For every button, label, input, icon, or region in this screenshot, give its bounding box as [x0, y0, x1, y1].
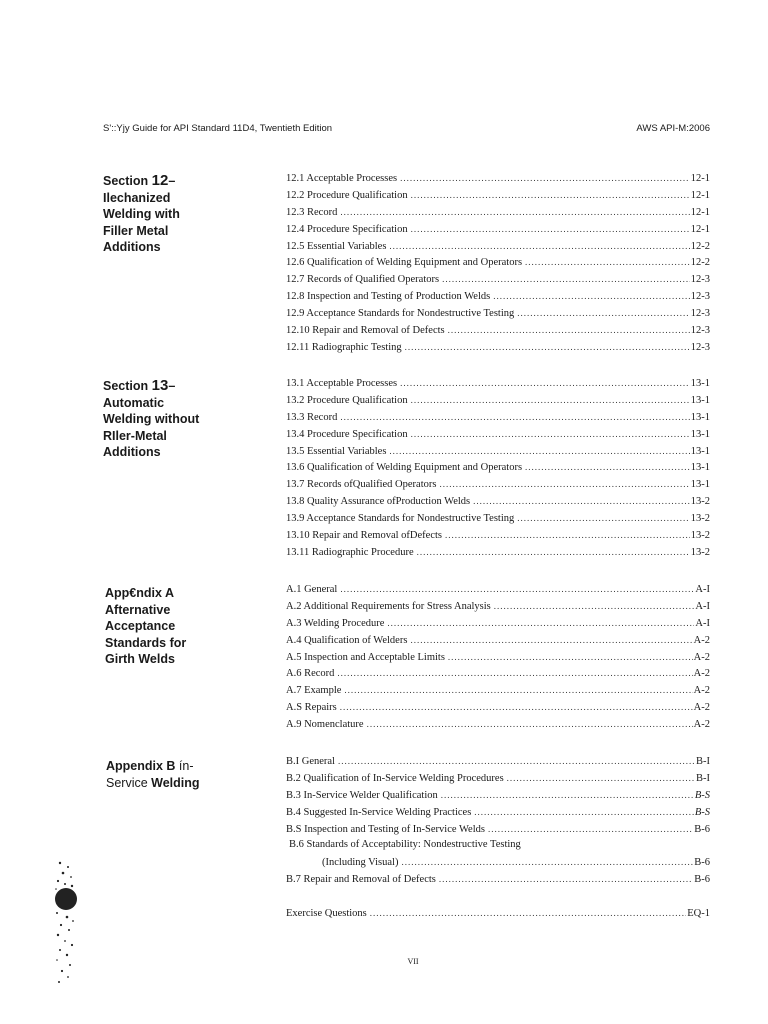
toc-entry[interactable]: 12.4 Procedure Specification ..... 12-1: [286, 221, 710, 238]
dot-leader: [389, 238, 689, 255]
dot-leader: [525, 459, 690, 476]
toc-entry[interactable]: A.2 Additional Requirements for Stress Analysis ..... A-I: [286, 598, 710, 615]
toc-entry[interactable]: 12.11 Radiographic Testing ..... 12-3: [286, 339, 710, 356]
appendix-b-contents: [286, 753, 710, 888]
dot-leader: [448, 322, 690, 339]
toc-entry[interactable]: 13.4 Procedure Specification ..... 13-1: [286, 426, 710, 443]
dot-leader: [417, 544, 690, 561]
toc-entry[interactable]: 12.6 Qualification of Welding Equipment and Operators ..... 12-2: [286, 254, 710, 271]
running-header: [103, 123, 710, 134]
toc-entry[interactable]: 12.7 Records of Qualified Operators ..... 12-3: [286, 271, 710, 288]
dot-leader: [448, 649, 693, 666]
dot-leader: [525, 254, 690, 271]
toc-entry[interactable]: 13.9 Acceptance Standards for Nondestructive Testing ..... 13-2: [286, 510, 710, 527]
toc-entry[interactable]: B.S Inspection and Testing of In-Service Welds ..... B-6: [286, 821, 710, 838]
toc-entry[interactable]: 12.2 Procedure Qualification ..... 12-1: [286, 187, 710, 204]
dot-leader: [344, 682, 692, 699]
toc-entry[interactable]: 13.5 Essential Variables ..... 13-1: [286, 443, 710, 460]
toc-entry[interactable]: 12.3 Record ..... 12-1: [286, 204, 710, 221]
toc-entry[interactable]: 13.11 Radiographic Procedure ..... 13-2: [286, 544, 710, 561]
toc-entry[interactable]: 13.1 Acceptable Processes ..... 13-1: [286, 375, 710, 392]
section-12-contents: [286, 170, 710, 356]
toc-entry[interactable]: 12.5 Essential Variables ..... 12-2: [286, 238, 710, 255]
toc-entry[interactable]: A.3 Welding Procedure ..... A-I: [286, 615, 710, 632]
toc-entry[interactable]: B.2 Qualification of In-Service Welding Procedures ..... B-I: [286, 770, 710, 787]
toc-entry[interactable]: B.7 Repair and Removal of Defects ..... B-6: [286, 871, 710, 888]
dot-leader: [400, 375, 690, 392]
toc-entry[interactable]: A.5 Inspection and Acceptable Limits ..... A-2: [286, 649, 710, 666]
dot-leader: [493, 288, 690, 305]
section-13-heading: Section 13– Automatic Welding without RIler-Metal Additions: [103, 377, 200, 459]
toc-entry[interactable]: 13.2 Procedure Qualification ..... 13-1: [286, 392, 710, 409]
section-13-contents: [286, 375, 710, 561]
toc-entry[interactable]: 13.10 Repair and Removal ofDefects ..... 13-2: [286, 527, 710, 544]
toc-entry[interactable]: B.6 Standards of Acceptability: Nondestructive Testing: [289, 839, 521, 851]
toc-entry[interactable]: 12.10 Repair and Removal of Defects ..... 12-3: [286, 322, 710, 339]
appendix-a-contents: [286, 581, 710, 733]
dot-leader: [445, 527, 690, 544]
toc-entry[interactable]: A.6 Record ..... A-2: [286, 665, 710, 682]
appendix-a-heading: App€ndix A Afternative Acceptance Standards for Girth Welds: [105, 586, 187, 666]
toc-entry[interactable]: 13.8 Quality Assurance ofProduction Welds ..... 13-2: [286, 493, 710, 510]
toc-entry[interactable]: A.9 Nomenclature ..... A-2: [286, 716, 710, 733]
toc-entry[interactable]: B.I General ..... B-I: [286, 753, 710, 770]
dot-leader: [340, 409, 689, 426]
dot-leader: [387, 615, 694, 632]
dot-leader: [410, 632, 692, 649]
toc-entry[interactable]: A.4 Qualification of Welders ..... A-2: [286, 632, 710, 649]
dot-leader: [411, 221, 690, 238]
dot-leader: [439, 871, 693, 888]
dot-leader: [442, 271, 690, 288]
dot-leader: [340, 204, 689, 221]
dot-leader: [405, 339, 690, 356]
header-title: S'::Yjy Guide for API Standard 11D4, Twentieth Edition: [103, 123, 333, 134]
dot-leader: [340, 699, 693, 716]
binding-hole-mark: [52, 855, 80, 985]
toc-entry[interactable]: 13.3 Record ..... 13-1: [286, 409, 710, 426]
toc-entry[interactable]: (Including Visual) ..... B-6: [286, 854, 710, 871]
dot-leader: [507, 770, 695, 787]
dot-leader: [441, 787, 694, 804]
dot-leader: [411, 187, 690, 204]
toc-entry[interactable]: A.1 General ..... A-I: [286, 581, 710, 598]
dot-leader: [401, 854, 693, 871]
dot-leader: [370, 905, 686, 922]
toc-entry[interactable]: Exercise Questions ..... EQ-1: [286, 905, 710, 922]
appendix-b-heading: Appendix B ín- Service Welding: [106, 759, 200, 790]
dot-leader: [517, 305, 689, 322]
toc-entry[interactable]: 12.9 Acceptance Standards for Nondestructive Testing ..... 12-3: [286, 305, 710, 322]
dot-leader: [411, 392, 690, 409]
dot-leader: [367, 716, 693, 733]
dot-leader: [439, 476, 689, 493]
toc-entry[interactable]: A.7 Example ..... A-2: [286, 682, 710, 699]
page-number: VII: [407, 957, 419, 966]
dot-leader: [400, 170, 690, 187]
section-12-heading: Section 12– Ilechanized Welding with Filler Metal Additions: [103, 172, 180, 254]
dot-leader: [494, 598, 695, 615]
dot-leader: [337, 665, 692, 682]
dot-leader: [473, 493, 690, 510]
toc-entry[interactable]: B.4 Suggested In-Service Welding Practices ..... B-S: [286, 804, 710, 821]
dot-leader: [338, 753, 695, 770]
dot-leader: [411, 426, 690, 443]
exercise-contents: [286, 905, 710, 922]
dot-leader: [474, 804, 694, 821]
toc-entry[interactable]: 13.6 Qualification of Welding Equipment and Operators ..... 13-1: [286, 459, 710, 476]
toc-entry[interactable]: B.3 In-Service Welder Qualification ..... B-S: [286, 787, 710, 804]
toc-entry[interactable]: 12.1 Acceptable Processes ..... 12-1: [286, 170, 710, 187]
dot-leader: [389, 443, 689, 460]
header-standard: AWS API-M:2006: [636, 123, 710, 134]
toc-entry[interactable]: A.S Repairs ..... A-2: [286, 699, 710, 716]
toc-entry[interactable]: 13.7 Records ofQualified Operators ..... 13-1: [286, 476, 710, 493]
dot-leader: [340, 581, 694, 598]
toc-entry[interactable]: 12.8 Inspection and Testing of Production Welds ..... 12-3: [286, 288, 710, 305]
dot-leader: [488, 821, 693, 838]
dot-leader: [517, 510, 689, 527]
